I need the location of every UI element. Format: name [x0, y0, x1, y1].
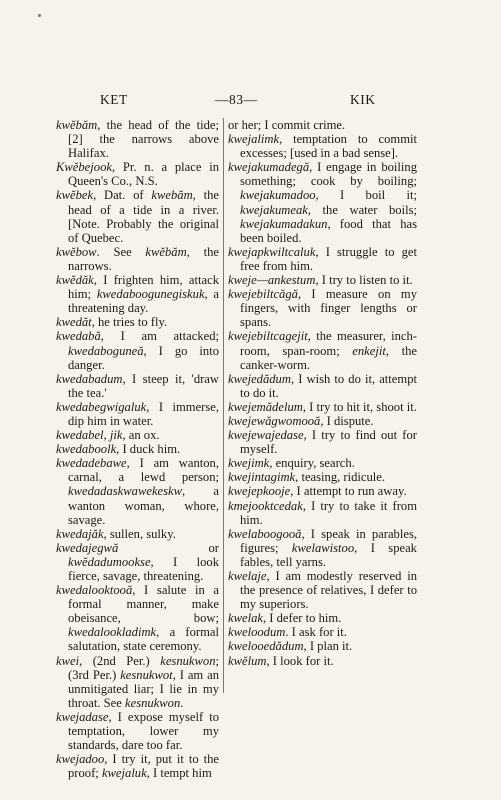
headword-text: kwejewăgwomooă — [228, 413, 321, 428]
definition-text: , I steep it, 'draw the tea.' — [68, 371, 219, 400]
dictionary-entry — [56, 752, 219, 780]
headword-text: kwejedădum — [228, 371, 291, 386]
headword-text: kwejepkooje — [228, 484, 291, 499]
definition-text: , a wanton woman, whore, savage. — [68, 484, 219, 527]
definition-text: , I look fierce, savage, threatening. — [68, 554, 219, 583]
dictionary-entry — [228, 470, 417, 484]
headword-text: kwebăm — [151, 188, 193, 203]
definition-text: , I try to hit it, shoot it. — [302, 399, 417, 414]
headword-text: kwĕbow — [56, 244, 97, 259]
definition-text: , (2nd Per.) — [79, 653, 161, 668]
headword-text: kwejewajedase — [228, 428, 304, 443]
definition-text: . See — [96, 244, 146, 259]
dictionary-entry — [228, 160, 417, 245]
headword-text: kwedadebawe — [56, 456, 127, 471]
headword-text: kwejadase — [56, 709, 109, 724]
dictionary-entry — [228, 639, 417, 653]
definition-text: , I try to listen to it. — [315, 273, 413, 288]
headword-text: kwelaje — [228, 569, 267, 583]
definition-text: , an ox. — [122, 428, 160, 443]
dictionary-entry — [56, 654, 219, 710]
definition-text: , the canker-worm. — [240, 343, 418, 372]
definition-text: , I try to find out for myself. — [240, 428, 417, 457]
dictionary-entry — [56, 400, 219, 428]
headword-text: kwĕdadumookse — [68, 554, 151, 569]
definition-text: , the water boils; — [307, 202, 417, 217]
definition-text: , Pr. n. a place in Queen's Co., N.S. — [68, 160, 219, 189]
definition-text: or — [118, 540, 219, 555]
dictionary-entry — [228, 484, 417, 498]
dictionary-entry — [228, 527, 417, 569]
definition-text: , I look for it. — [266, 653, 334, 668]
definition-text: , I plan it. — [303, 639, 353, 654]
definition-text: , the narrows. — [68, 244, 219, 273]
dictionary-entry — [56, 188, 219, 244]
definition-text: , I tempt him — [146, 766, 212, 781]
dictionary-entry — [228, 132, 417, 160]
definition-text: , I am wanton, carnal, a lewd person; — [68, 456, 219, 485]
dictionary-entry — [56, 442, 219, 456]
dictionary-entry — [56, 583, 219, 653]
dictionary-entry — [228, 499, 417, 527]
definition-text: ; (3rd Per.) — [68, 653, 219, 682]
dictionary-entry — [228, 400, 417, 414]
headword-text: kwelawistoo — [291, 540, 355, 555]
dictionary-entry — [228, 428, 417, 456]
dictionary-entry — [228, 372, 417, 400]
headword-text: kwedadaskwawekeskw — [68, 484, 183, 499]
headword-text: kwejapkwiltcaluk — [228, 244, 316, 259]
headword-text: kwejakumadoo — [240, 188, 316, 203]
headword-text: kwejadoo — [56, 752, 105, 767]
dictionary-entry — [228, 273, 417, 287]
headword-text: kesnukwot — [120, 667, 173, 682]
definition-text: , I dispute. — [320, 413, 374, 428]
right-column — [228, 118, 417, 668]
header-left-guideword: KET — [100, 92, 128, 107]
definition-text: , I am attacked; — [100, 329, 219, 344]
definition-text: , sullen, sulky. — [103, 526, 176, 541]
definition-text: , I duck him. — [116, 442, 181, 457]
definition-text: or her; I commit crime. — [228, 118, 346, 132]
headword-text: kwejakumadegă — [228, 160, 310, 175]
dictionary-entry — [228, 456, 417, 470]
definition-text: , I engage in boiling something; cook by boiling; — [240, 160, 417, 189]
headword-text: kwelooedădum — [228, 639, 304, 654]
headword-text: kwĕlum — [228, 653, 267, 668]
headword-text: kwedabegwigaluk — [56, 399, 147, 414]
dictionary-entry — [56, 372, 219, 400]
headword-text: kwedabadum — [56, 371, 123, 386]
headword-text: kwedăt — [56, 315, 92, 330]
dictionary-entry — [56, 273, 219, 315]
definition-text: , I measure on my fingers, with finger lengths or spans. — [240, 287, 417, 330]
definition-text: , I try to take it from him. — [240, 498, 417, 527]
headword-text: kwelak — [228, 611, 263, 626]
headword-text: kwedabă — [56, 329, 101, 344]
dictionary-entry — [56, 456, 219, 526]
definition-text: , I defer to him. — [262, 611, 342, 626]
dictionary-entry — [56, 428, 219, 442]
definition-text: , a formal salutation, state ceremony. — [68, 625, 219, 654]
dictionary-entry — [228, 287, 417, 329]
definition-text: , teasing, ridicule. — [295, 470, 386, 485]
definition-text: , I attempt to run away. — [290, 484, 407, 499]
dictionary-entry — [228, 118, 417, 132]
headword-text: kwĕbăm — [56, 118, 98, 132]
page-speck — [38, 14, 41, 17]
headword-text: enkejit — [352, 343, 386, 358]
headword-text: kwĕbăm — [145, 244, 187, 259]
definition-text: , I speak fables, tell yarns. — [240, 540, 417, 569]
headword-text: kesnukwon — [160, 653, 216, 668]
definition-text: , the measurer, inch-room, span-room; — [240, 329, 417, 358]
headword-text: kwelaboogooă — [228, 526, 302, 541]
header-right-guideword: KIK — [350, 92, 376, 107]
headword-text: kwedajegwă — [56, 540, 119, 555]
headword-text: kwejebiltcagejit — [228, 329, 308, 344]
left-column — [56, 118, 219, 780]
definition-text: , Dat. of — [93, 188, 152, 203]
dictionary-entry — [56, 118, 219, 160]
dictionary-entry — [228, 654, 417, 668]
headword-text: kwei — [56, 653, 80, 668]
definition-text: , I go into danger. — [68, 343, 219, 372]
headword-text: kwejaluk — [101, 766, 147, 781]
headword-text: kwejintagimk — [228, 470, 296, 485]
headword-text: Kwĕbejook — [56, 160, 112, 175]
dictionary-entry — [56, 160, 219, 188]
definition-text: , I expose myself to temptation, lower my standards, dare too far. — [68, 709, 219, 753]
headword-text: kwejakumeak — [240, 202, 308, 217]
definition-text: . — [180, 695, 184, 710]
definition-text: . I ask for it. — [285, 625, 347, 640]
definition-text: , the head of a tide in a river. [Note. Probably the original of Quebec. — [68, 188, 219, 245]
definition-text: , I boil it; — [315, 188, 417, 203]
headword-text: kesnukwon — [125, 695, 181, 710]
column-divider — [223, 118, 224, 693]
dictionary-entry — [228, 569, 417, 611]
definition-text: , enquiry, search. — [269, 456, 355, 471]
dictionary-entry — [228, 414, 417, 428]
dictionary-entry — [228, 611, 417, 625]
headword-text: kwĕbek — [56, 188, 94, 203]
dictionary-entry — [56, 541, 219, 583]
headword-text: kwedaboogunegiskuk — [96, 287, 205, 302]
dictionary-entry — [56, 527, 219, 541]
dictionary-entry — [56, 245, 219, 273]
headword-text: kmejooktcedak — [228, 498, 303, 513]
headword-text: kwejalimk — [228, 132, 280, 147]
definition-text: , I am modestly reserved in the presence of relatives, I defer to my superiors. — [240, 569, 417, 612]
definition-text: , I struggle to get free from him. — [240, 244, 417, 273]
definition-text: , I frighten him, attack him; — [68, 273, 219, 302]
headword-text: kwedabel, jik — [56, 428, 123, 443]
page-number: —83— — [215, 92, 258, 107]
headword-text: kwedalookladimk — [68, 625, 157, 640]
definition-text: , a threatening day. — [68, 287, 219, 316]
running-header — [0, 92, 501, 110]
dictionary-entry — [56, 315, 219, 329]
dictionary-entry — [56, 710, 219, 752]
headword-text: kwejemădelum — [228, 399, 303, 414]
definition-text: , I salute in a formal manner, make obeisance, bow; — [68, 583, 219, 626]
definition-text: , I try it, put it to the proof; — [68, 752, 219, 781]
definition-text: , I immerse, dip him in water. — [68, 399, 219, 428]
headword-text: kwedaboolk — [56, 442, 117, 457]
definition-text: , he tries to fly. — [91, 315, 168, 330]
dictionary-entry — [228, 625, 417, 639]
headword-text: kwedaboguneă — [68, 343, 144, 358]
headword-text: kwĕdăk — [56, 273, 94, 288]
dictionary-entry — [228, 245, 417, 273]
headword-text: kwedajăk — [56, 526, 104, 541]
headword-text: kwejebiltcăgă — [228, 287, 298, 302]
definition-text: , I am an unmitigated liar; I lie in my throat. See — [68, 667, 219, 710]
definition-text: , the head of the tide; [2] the narrows above Halifax. — [68, 118, 219, 161]
definition-text: , I wish to do it, attempt to do it. — [240, 371, 417, 400]
definition-text: , temptation to commit excesses; [used in a bad sense]. — [240, 132, 417, 161]
definition-text: , food that has been boiled. — [240, 216, 417, 245]
headword-text: kwejakumadakun — [240, 216, 328, 231]
headword-text: kwedalooktooă — [56, 583, 133, 598]
headword-text: kweloodum — [228, 625, 286, 640]
headword-text: kwejimk — [228, 456, 270, 471]
dictionary-entry — [56, 329, 219, 371]
dictionary-entry — [228, 329, 417, 371]
definition-text: , I speak in parables, figures; — [240, 526, 417, 555]
headword-text: kweje—ankestum — [228, 273, 316, 288]
